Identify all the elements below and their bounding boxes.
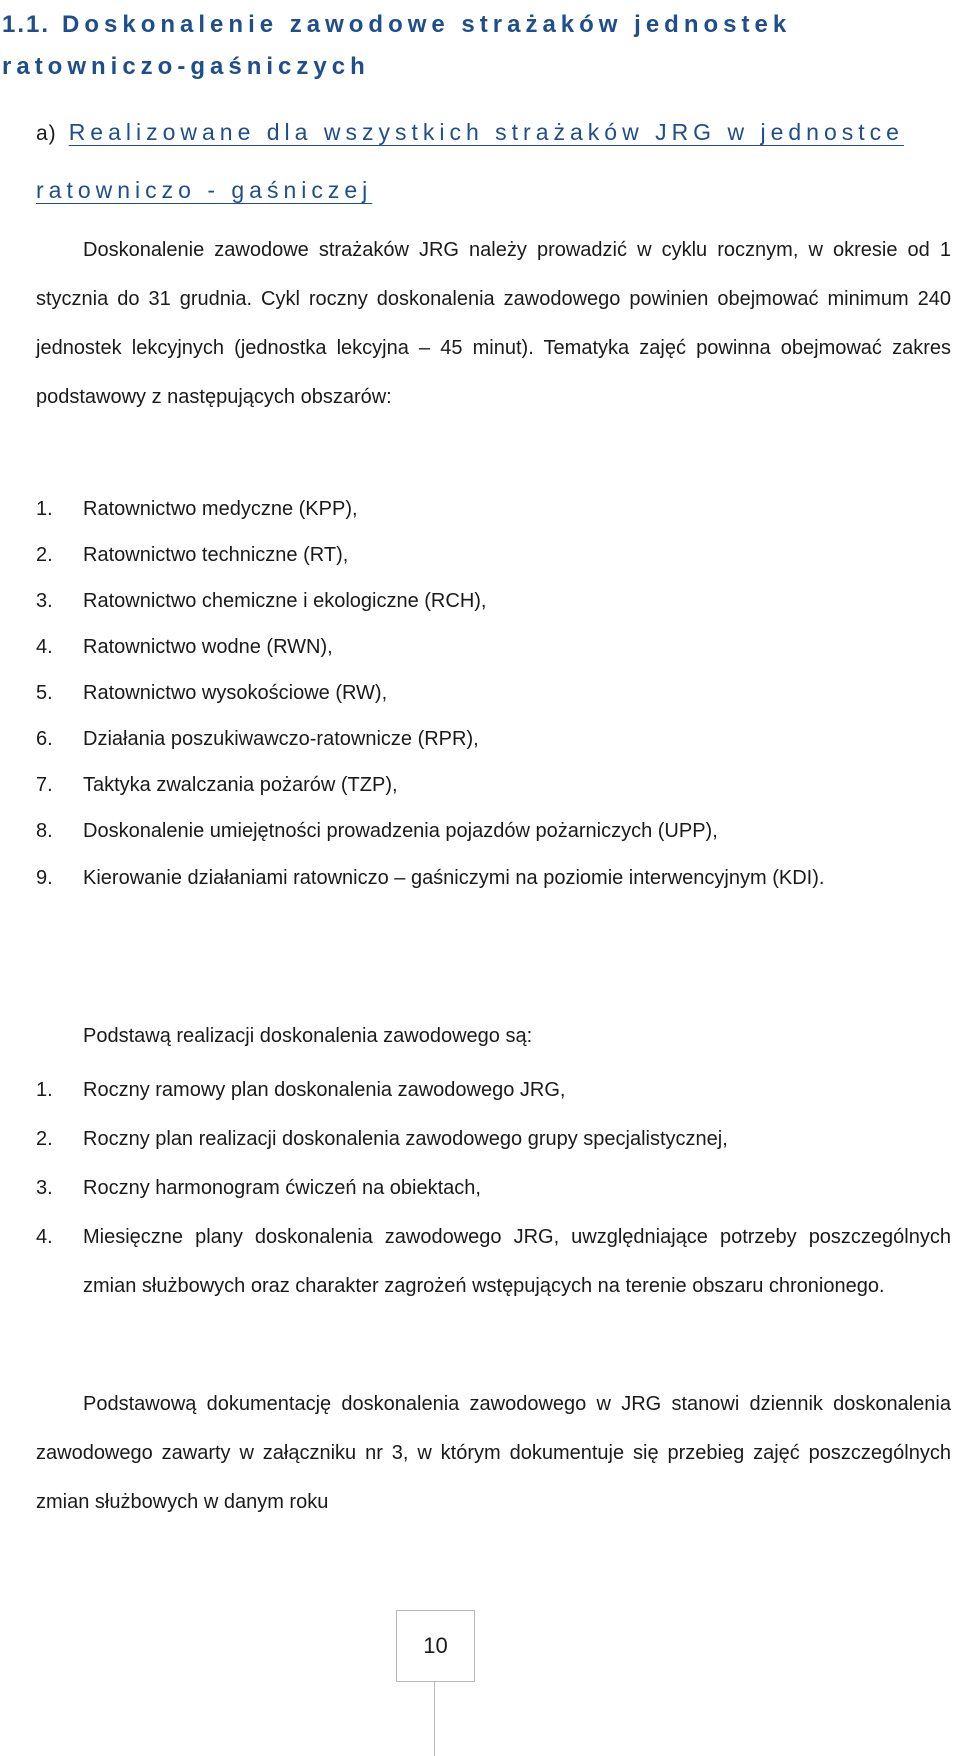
- subsection-heading: [36, 104, 951, 218]
- documentation-paragraph: Podstawową dokumentację doskonalenia zawodowego w JRG stanowi dziennik doskonalenia zawodowego zawarty w załączniku nr 3, w którym dokumentuje się przebieg zajęć poszczególnych zmian służbowych w danym roku: [36, 1393, 951, 1513]
- list-item-number: 7.: [36, 774, 53, 796]
- list-item-text: Roczny plan realizacji doskonalenia zawodowego grupy specjalistycznej,: [83, 1128, 728, 1150]
- list-item-text: Miesięczne plany doskonalenia zawodowego JRG, uwzględniające potrzeby poszczególnych zmian służbowych oraz charakter zagrożeń wstępujących na terenie obszaru chronionego.: [83, 1226, 951, 1297]
- list-item-text: Ratownictwo wodne (RWN),: [83, 636, 333, 658]
- list-item-number: 9.: [36, 867, 53, 889]
- list-item-text: Kierowanie działaniami ratowniczo – gaśniczymi na poziomie interwencyjnym (KDI).: [83, 867, 825, 889]
- section-number: 1.1.: [2, 11, 51, 38]
- list-item-text: Doskonalenie umiejętności prowadzenia pojazdów pożarniczych (UPP),: [83, 820, 718, 842]
- list-item-number: 1.: [36, 1079, 53, 1101]
- list-item-text: Taktyka zwalczania pożarów (TZP),: [83, 774, 398, 796]
- training-areas-list: [36, 486, 951, 903]
- list-item-text: Roczny harmonogram ćwiczeń na obiektach,: [83, 1177, 481, 1199]
- section-heading: [2, 4, 947, 88]
- page-number: 10: [396, 1610, 475, 1682]
- list-item: [36, 1213, 951, 1311]
- list-item: [36, 762, 951, 808]
- list-item-number: 3.: [36, 1177, 53, 1199]
- list-item-number: 4.: [36, 636, 53, 658]
- intro-paragraph: Doskonalenie zawodowe strażaków JRG należy prowadzić w cyklu rocznym, w okresie od 1 stycznia do 31 grudnia. Cykl roczny doskonalenia zawodowego powinien obejmować minimum 240 jednostek lekcyjnych (jednostka lekcyjna – 45 minut). Tematyka zajęć powinna obejmować zakres podstawowy z następujących obszarów:: [36, 239, 951, 408]
- list-item: [36, 532, 951, 578]
- list-item-number: 5.: [36, 682, 53, 704]
- list-item: [36, 670, 951, 716]
- section-title: Doskonalenie zawodowe strażaków jednostek ratowniczo-gaśniczych: [2, 11, 792, 80]
- page-number-divider: [434, 1681, 435, 1756]
- list-item-text: Ratownictwo chemiczne i ekologiczne (RCH),: [83, 590, 487, 612]
- list-item: [36, 1066, 951, 1115]
- list-item-number: 8.: [36, 820, 53, 842]
- list-item: [36, 578, 951, 624]
- list-item: [36, 808, 951, 854]
- list-item: [36, 486, 951, 532]
- basis-list: [36, 1066, 951, 1311]
- list-item-text: Działania poszukiwawczo-ratownicze (RPR),: [83, 728, 479, 750]
- list-item-number: 2.: [36, 544, 53, 566]
- list-item: [36, 716, 951, 762]
- list-item-number: 6.: [36, 728, 53, 750]
- list-item: [36, 854, 951, 903]
- subsection-marker: a): [36, 122, 57, 145]
- list-item: [36, 1115, 951, 1164]
- list-item-number: 1.: [36, 498, 53, 520]
- list-item: [36, 624, 951, 670]
- subsection-title: Realizowane dla wszystkich strażaków JRG w jednostce ratowniczo - gaśniczej: [36, 119, 904, 203]
- list-item-text: Ratownictwo wysokościowe (RW),: [83, 682, 388, 704]
- list-item-text: Ratownictwo medyczne (KPP),: [83, 498, 358, 520]
- list-item-number: 3.: [36, 590, 53, 612]
- list-item-text: Ratownictwo techniczne (RT),: [83, 544, 349, 566]
- list-item: [36, 1164, 951, 1213]
- basis-intro: Podstawą realizacji doskonalenia zawodowego są:: [83, 1025, 533, 1047]
- list-item-number: 4.: [36, 1226, 53, 1248]
- list-item-number: 2.: [36, 1128, 53, 1150]
- list-item-text: Roczny ramowy plan doskonalenia zawodowego JRG,: [83, 1079, 566, 1101]
